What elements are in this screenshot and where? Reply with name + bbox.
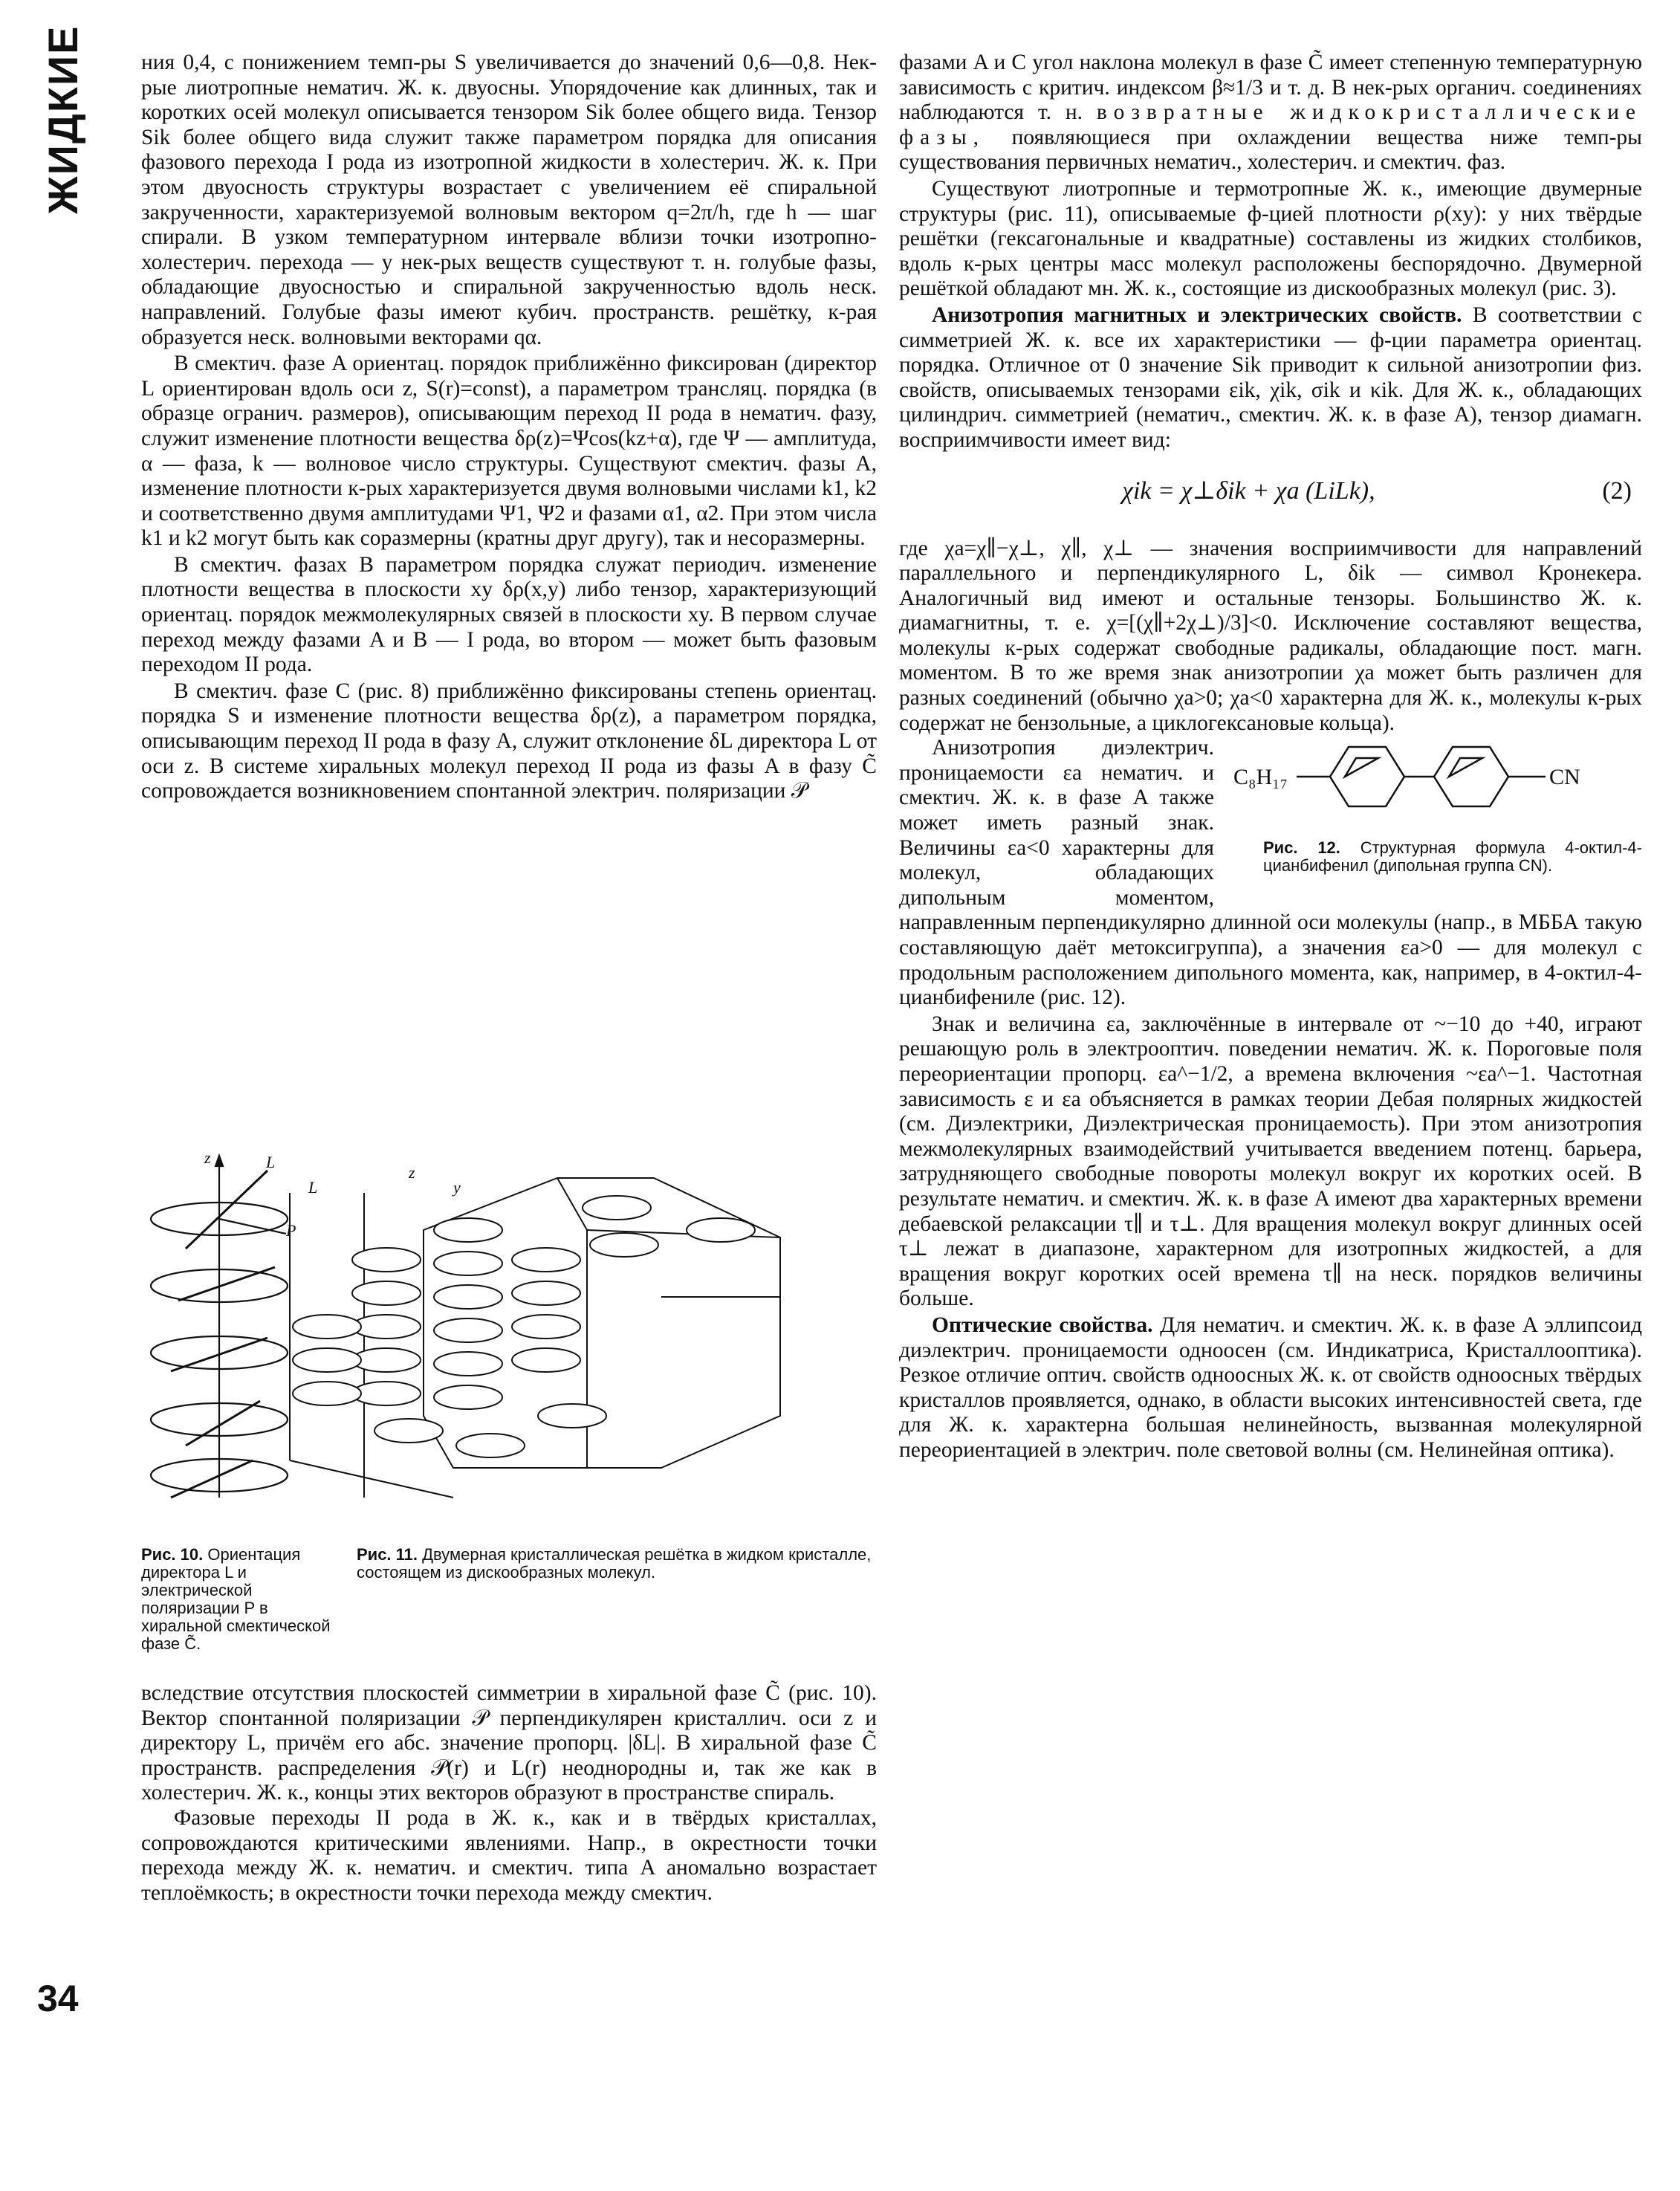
right-paragraph-4: где χa=χ∥−χ⊥, χ∥, χ⊥ — значения восприимчивости для направлений параллельного и перпендикулярного L, δik — символ Кронекера. Аналогичный вид имеют и остальные тензоры. Большинство Ж. к. диамагнитны, т. е. χ=[(χ∥+2χ⊥)/3]<0. Исключение составляют вещества, молекулы к-рых содержат свободные радикалы, обладающие пост. магн. моментом. В то же время знак анизотропии χa может быть различен для разных соединений (обычно χa>0; χa<0 характерна для Ж. к., молекулы к-рых содержат не бензольные, а циклогексановые кольца). xyxy=(899,536,1642,735)
section-heading-optics: Оптические свойства. xyxy=(932,1313,1153,1337)
fig12-caption xyxy=(1226,839,1642,875)
left-paragraph-3: В смектич. фазах B параметром порядка служат периодич. изменение плотности вещества в плоскости xy δρ(x,y) либо тензор, характеризующий ориентац. порядок межмолекулярных связей в плоскости xy. В первом случае переход между фазами A и B — I рода, во втором — может быть фазовым переходом II рода. xyxy=(141,552,877,677)
formula-2-expression: χik = χ⊥δik + χa (LiLk), xyxy=(1122,476,1375,505)
left-column xyxy=(141,51,877,804)
right-paragraph-1a: фазами A и C угол наклона молекул в фазе C̃ имеет степенную температурную зависимость с критич. индексом β≈1/3 и т. д. В нек-рых органич. соединениях наблюдаются т. н. xyxy=(899,51,1642,125)
right-paragraph-3 xyxy=(899,303,1642,453)
fig12-structure xyxy=(1226,736,1642,892)
fig11-caption-text: Двумерная кристаллическая решётка в жидком кристалле, состоящем из дискообразных молекул. xyxy=(357,1545,872,1582)
left-paragraph-2: В смектич. фазе A ориентац. порядок приближённо фиксирован (директор L ориентирован вдоль оси z, S(r)=const), а параметром трансляц. порядка (в образце огранич. размеров), описывающим переход II рода в нематич. фазу, служит изменение плотности вещества δρ(z)=Ψcos(kz+α), где Ψ — амплитуда, α — фаза, k — волновое число структуры. Существуют смектич. фазы A, изменение плотности к-рых характеризуется двумя волновыми числами k1, k2 и соответственно двумя амплитудами Ψ1, Ψ2 и фазами α1, α2. При этом числа k1 и k2 могут быть как соразмерны (кратны друг другу), так и несоразмерны. xyxy=(141,352,877,551)
svg-text:y: y xyxy=(453,1178,461,1197)
right-paragraph-3-text: В соответствии с симметрией Ж. к. все их характеристики — ф-ции параметра ориентац. порядка. Отличное от 0 значение Sik приводит к сильной анизотропии физ. свойств, описываемых тензорами εik, χik, σik и κik. Для Ж. к., обладающих цилиндрич. симметрией (нематич., смектич. Ж. к. в фазе A), тензор диамагн. восприимчивости имеет вид: xyxy=(899,302,1643,452)
section-side-label: ЖИДКИЕ xyxy=(39,25,86,214)
section-heading-anisotropy: Анизотропия магнитных и электрических свойств. xyxy=(932,302,1462,327)
left-paragraph-5: вследствие отсутствия плоскостей симметрии в хиральной фазе C̃ (рис. 10). Вектор спонтанной поляризации 𝒫 перпендикулярен кристаллич. оси z и директору L, причём его абс. значение пропорц. |δL|. В хиральной фазе C̃ пространств. распределения 𝒫(r) и L(r) неоднородны и, так же как в холестерич. Ж. к., концы этих векторов образуют в пространстве спираль. xyxy=(141,1681,877,1805)
left-paragraph-6: Фазовые переходы II рода в Ж. к., как и в твёрдых кристаллах, сопровождаются критическими явлениями. Напр., в окрестности точки перехода между Ж. к. нематич. и смектич. типа A аномально возрастает теплоёмкость; в окрестности точки перехода между смектич. xyxy=(141,1805,877,1905)
right-paragraph-1 xyxy=(899,51,1642,175)
right-paragraph-1c: появляющиеся при охлаждении вещества ниже темп-ры существования первичных нематич., холестерич. и смектич. фаз. xyxy=(899,125,1642,175)
left-paragraph-1: ния 0,4, с понижением темп-ры S увеличивается до значений 0,6—0,8. Нек-рые лиотропные нематич. Ж. к. двуосны. Упорядочение как длинных, так и коротких осей молекул описывается тензором Sik более общего вида. Тензор Sik более общего вида служит также параметром порядка для описания фазового перехода I рода из изотропной жидкости в холестерич. Ж. к. При этом двуосность структуры возрастает с увеличением её спиральной закрученности, характеризуемой волновым вектором q=2π/h, где h — шаг спирали. В узком температурном интервале вблизи точки изотропно-холестерич. перехода — у нек-рых веществ существуют т. н. голубые фазы, обладающие двуосностью и спиральной закрученностью вдоль неск. направлений. Голубые фазы имеют кубич. пространств. решётку, к-рая образуется неск. волновыми векторами qα. xyxy=(141,51,877,349)
reentrant-phases-term: возвратные жидкокристаллические фазы, xyxy=(899,100,1642,149)
left-column-lower xyxy=(141,1681,877,1906)
fig10-caption-title: Рис. 10. xyxy=(141,1545,204,1564)
fig12-cn-label: CN xyxy=(1549,765,1580,790)
right-paragraph-5: Анизотропия диэлектрич. проницаемости εa нематич. и смектич. Ж. к. в фазе A также может иметь разный знак. Величины εa<0 характерны для молекул, обладающих дипольным моментом, направленным перпендикулярно длинной оси молекулы (напр., в МББА такую составляющую даёт метоксигруппа), а значения εa>0 — для молекул с продольным расположением дипольного момента, как, например, в 4-октил-4-цианбифениле (рис. 12). xyxy=(899,736,1642,1010)
svg-text:L: L xyxy=(266,1153,276,1171)
right-paragraph-6: Знак и величина εa, заключённые в интервале от ~−10 до +40, играют решающую роль в электрооптич. поведении нематич. Ж. к. Пороговые поля переориентации пропорц. εa^−1/2, а времена включения ~εa^−1. Частотная зависимость ε и εa объясняется в рамках теории Дебая полярных жидкостей (см. Диэлектрики, Диэлектрическая проницаемость). При этом анизотропия межмолекулярных взаимодействий учитывается введением потенц. барьера, затрудняющего свободные повороты молекул вокруг их коротких осей. В результате нематич. и смектич. Ж. к. в фазе A имеют два характерных времени дебаевской релаксации τ∥ и τ⊥. Для вращения молекул вокруг длинных осей τ⊥ лежат в диапазоне, характерном для изотропных жидкостей, а для вращения вокруг коротких осей времена τ∥ на неск. порядков величины больше. xyxy=(899,1012,1642,1311)
svg-text:z: z xyxy=(204,1148,211,1167)
fig11-caption xyxy=(357,1546,877,1582)
right-paragraph-7 xyxy=(899,1313,1642,1463)
right-paragraph-2: Существуют лиотропные и термотропные Ж. к., имеющие двумерные структуры (рис. 11), описываемые ф-цией плотности ρ(xy): у них твёрдые решётки (гексагональные и квадратные) составлены из жидких столбиков, вдоль к-рых центры масс молекул расположены беспорядочно. Двумерной решёткой обладают мн. Ж. к., состоящие из дискообразных молекул (рис. 3). xyxy=(899,176,1642,301)
page-number: 34 xyxy=(37,1978,79,2019)
right-column xyxy=(899,51,1642,1463)
fig12-caption-title: Рис. 12. xyxy=(1263,838,1340,857)
figure-illustrations xyxy=(141,1148,884,1542)
fig10-caption xyxy=(141,1546,334,1653)
left-paragraph-4: В смектич. фазе C (рис. 8) приближённо фиксированы степень ориентац. порядка S и изменение плотности вещества δρ(z), а параметром порядка, описывающим переход II рода в фазу A, служит отклонение δL директора L от оси z. В системе хиральных молекул переход II рода из фазы A в фазу C̃ сопровождается возникновением спонтанной электрич. поляризации 𝒫 xyxy=(141,679,877,803)
fig10-helix-diagram xyxy=(151,1148,296,1498)
svg-text:z: z xyxy=(409,1163,415,1182)
fig11-columnar-lattice xyxy=(290,1163,780,1498)
fig11-caption-title: Рис. 11. xyxy=(357,1545,418,1564)
formula-2 xyxy=(899,467,1642,526)
formula-2-number: (2) xyxy=(1602,476,1632,505)
fig12-biphenyl-drawing xyxy=(1226,736,1642,832)
svg-text:L: L xyxy=(308,1178,318,1197)
svg-text:P: P xyxy=(286,1221,296,1240)
fig10-caption-text: Ориентация директора L и электрической поляризации P в хиральной смектической фазе C̃. xyxy=(141,1545,331,1653)
figures-10-11 xyxy=(141,1148,884,1669)
fig12-caption-text: Структурная формула 4-октил-4-цианбифенил (дипольная группа CN). xyxy=(1263,838,1642,875)
fig12-octyl-label: C₈H₁₇ xyxy=(1233,765,1288,790)
right-paragraph-7-text: Для нематич. и смектич. Ж. к. в фазе A эллипсоид диэлектрич. проницаемости одноосен (см. Индикатриса, Кристаллооптика). Резкое отличие оптич. свойств одноосных Ж. к. от свойств одноосных твёрдых кристаллов проявляется, однако, в области высоких интенсивностей света, где для Ж. к. характерна большая нелинейность, вызванная молекулярной переориентацией в электрич. поле световой волны (см. Нелинейная оптика). xyxy=(899,1313,1642,1462)
